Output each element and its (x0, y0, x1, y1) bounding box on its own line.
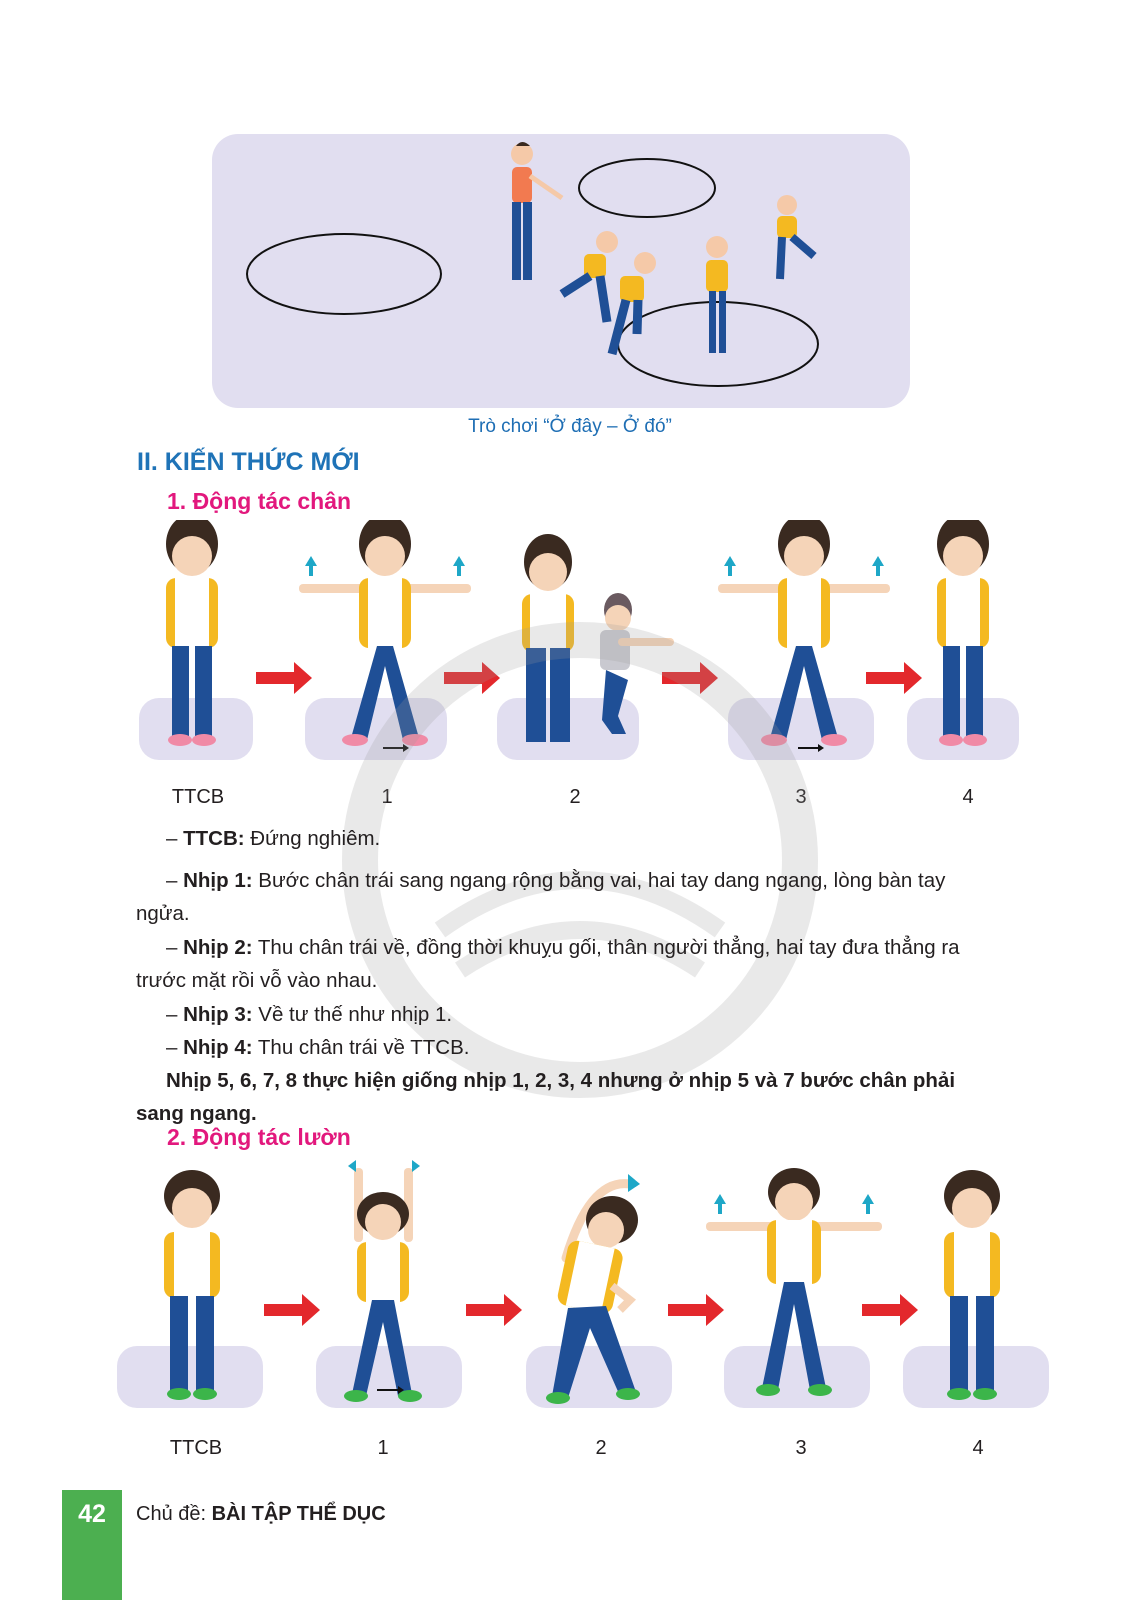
exercise-2-heading: 2. Động tác lườn (167, 1124, 351, 1150)
page-number: 42 (78, 1500, 106, 1528)
step-label: 3 (795, 1437, 807, 1458)
beat-2-line: – Nhịp 2: Thu chân trái về, đồng thời khuỵu gối, thân người thẳng, hai tay đưa thẳng ra trước mặt rồi vỗ vào nhau. (136, 936, 960, 992)
step-label: 2 (595, 1437, 607, 1458)
step-label: 4 (972, 1437, 984, 1458)
section-heading: II. KIẾN THỨC MỚI (137, 448, 360, 476)
exercise-1-figures (0, 520, 1140, 810)
beat-3-line: – Nhịp 3: Về tư thế như nhịp 1. (166, 1003, 453, 1026)
figure-caption: Trò chơi “Ở đây – Ở đó” (468, 416, 672, 437)
children-figures (562, 195, 814, 354)
topic-label: Chủ đề: BÀI TẬP THỂ DỤC (136, 1503, 386, 1525)
topic-name: BÀI TẬP THỂ DỤC (211, 1503, 386, 1525)
step-label: 3 (795, 786, 807, 808)
step-label: 1 (381, 786, 393, 808)
step-label: 1 (377, 1437, 389, 1458)
beat-4-line: – Nhịp 4: Thu chân trái về TTCB. (166, 1036, 470, 1059)
teacher-figure (511, 142, 562, 280)
ttcb-line: – TTCB: Đứng nghiêm. (166, 827, 381, 850)
exercise-2-figures (0, 1158, 1140, 1458)
step-label: TTCB (171, 786, 225, 808)
step-label: 2 (569, 786, 581, 808)
beat-1-line: – Nhịp 1: Bước chân trái sang ngang rộng bằng vai, hai tay dang ngang, lòng bàn tay ngửa. (136, 869, 946, 925)
beats-note: Nhịp 5, 6, 7, 8 thực hiện giống nhịp 1, 2, 3, 4 nhưng ở nhịp 5 và 7 bước chân phải sang ngang. (136, 1069, 956, 1125)
game-illustration (212, 134, 910, 408)
step-label: 4 (962, 786, 974, 808)
exercise-1-heading: 1. Động tác chân (167, 488, 352, 514)
step-label: TTCB (169, 1437, 223, 1458)
